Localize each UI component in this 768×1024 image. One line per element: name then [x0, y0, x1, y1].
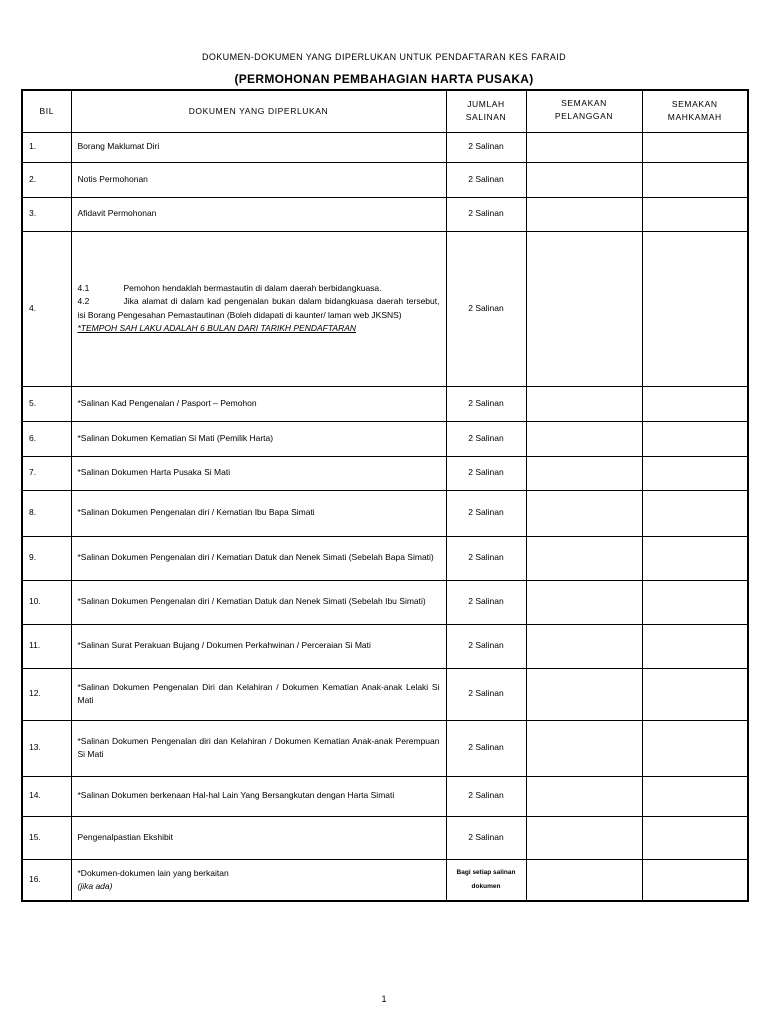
row-document: *Salinan Dokumen Pengenalan diri / Kematian Datuk dan Nenek Simati (Sebelah Bapa Simati): [71, 536, 446, 580]
table-row: [22, 456, 748, 490]
row-document: *Salinan Dokumen Kematian Si Mati (Pemilik Harta): [71, 421, 446, 456]
row-document: [71, 859, 446, 901]
document-title: DOKUMEN-DOKUMEN YANG DIPERLUKAN UNTUK PENDAFTARAN KES FARAID: [201, 52, 567, 62]
table-header-row: [22, 90, 748, 132]
row-number: 4.: [22, 231, 71, 386]
header-court-check-line2: MAHKAMAH: [667, 112, 722, 123]
row-document-extra: (jika ada): [77, 880, 113, 891]
row-court-check-cell[interactable]: [642, 624, 748, 668]
sub-item-number: 4.2: [77, 296, 90, 307]
table-row: [22, 132, 748, 162]
row-document: *Salinan Dokumen Harta Pusaka Si Mati: [71, 456, 446, 490]
header-copies-line2: SALINAN: [465, 112, 507, 123]
row-court-check-cell[interactable]: [642, 386, 748, 421]
row-customer-check-cell[interactable]: [526, 132, 642, 162]
row-copies: 2 Salinan: [446, 197, 526, 231]
row-number: 9.: [22, 536, 71, 580]
row-copies: 2 Salinan: [446, 490, 526, 536]
table-row: [22, 668, 748, 720]
row-copies: 2 Salinan: [446, 776, 526, 816]
row-number: 12.: [22, 668, 71, 720]
row-customer-check-cell[interactable]: [526, 386, 642, 421]
row-court-check-cell[interactable]: [642, 231, 748, 386]
table-row: [22, 421, 748, 456]
document-subtitle: (PERMOHONAN PEMBAHAGIAN HARTA PUSAKA): [234, 72, 534, 86]
row-copies: 2 Salinan: [446, 386, 526, 421]
table-row: [22, 859, 748, 901]
row-court-check-cell[interactable]: [642, 162, 748, 197]
row-customer-check-cell[interactable]: [526, 162, 642, 197]
row-number: 15.: [22, 816, 71, 859]
row-court-check-cell[interactable]: [642, 197, 748, 231]
row-court-check-cell[interactable]: [642, 776, 748, 816]
row-customer-check-cell[interactable]: [526, 456, 642, 490]
sub-item-text: Pemohon hendaklah bermastautin di dalam daerah berbidangkuasa.: [123, 283, 382, 294]
row-document: *Salinan Surat Perakuan Bujang / Dokumen Perkahwinan / Perceraian Si Mati: [71, 624, 446, 668]
row-customer-check-cell[interactable]: [526, 816, 642, 859]
row-document: *Salinan Kad Pengenalan / Pasport – Pemohon: [71, 386, 446, 421]
row-copies: [446, 859, 526, 901]
row-court-check-cell[interactable]: [642, 720, 748, 776]
row-court-check-cell[interactable]: [642, 816, 748, 859]
sub-item-text: Jika alamat di dalam kad pengenalan bukan dalam bidangkuasa daerah tersebut, isi Borang Pengesahan Pemastautinan (Boleh didapati di kaunter/ laman web JKSNS): [77, 296, 440, 320]
row-number: 11.: [22, 624, 71, 668]
row-copies: 2 Salinan: [446, 536, 526, 580]
row-document: *Salinan Dokumen Pengenalan diri / Kematian Ibu Bapa Simati: [71, 490, 446, 536]
row-customer-check-cell[interactable]: [526, 720, 642, 776]
row-court-check-cell[interactable]: [642, 668, 748, 720]
row-document: Afidavit Permohonan: [71, 197, 446, 231]
page-number: 1: [381, 994, 387, 1004]
row-customer-check-cell[interactable]: [526, 580, 642, 624]
table-row: [22, 197, 748, 231]
row-document: *Salinan Dokumen berkenaan Hal-hal Lain Yang Bersangkutan dengan Harta Simati: [71, 776, 446, 816]
row-customer-check-cell[interactable]: [526, 421, 642, 456]
row-document: [71, 231, 446, 386]
row-court-check-cell[interactable]: [642, 536, 748, 580]
table-row: [22, 490, 748, 536]
validity-note: *TEMPOH SAH LAKU ADALAH 6 BULAN DARI TARIKH PENDAFTARAN: [77, 322, 357, 333]
row-court-check-cell[interactable]: [642, 490, 748, 536]
row-customer-check-cell[interactable]: [526, 668, 642, 720]
table-row: [22, 536, 748, 580]
row-number: 7.: [22, 456, 71, 490]
row-copies: 2 Salinan: [446, 231, 526, 386]
sub-item-number: 4.1: [77, 283, 90, 294]
row-document-text: *Dokumen-dokumen lain yang berkaitan: [77, 867, 229, 878]
row-copies: 2 Salinan: [446, 720, 526, 776]
row-number: 14.: [22, 776, 71, 816]
header-customer-check: SEMAKAN PELANGGAN: [526, 90, 642, 132]
row-document: Pengenalpastian Ekshibit: [71, 816, 446, 859]
header-copies-line1: JUMLAH: [467, 99, 505, 110]
row-document: *Salinan Dokumen Pengenalan diri dan Kelahiran / Dokumen Kematian Anak-anak Perempuan Si Mati: [71, 720, 446, 776]
header-documents: DOKUMEN YANG DIPERLUKAN: [71, 90, 446, 132]
row-copies: 2 Salinan: [446, 132, 526, 162]
row-copies-line1: Bagi setiap salinan: [456, 869, 516, 877]
row-copies: 2 Salinan: [446, 624, 526, 668]
row-court-check-cell[interactable]: [642, 859, 748, 901]
header-bil: BIL: [22, 90, 71, 132]
row-copies: 2 Salinan: [446, 162, 526, 197]
row-number: 8.: [22, 490, 71, 536]
row-customer-check-cell[interactable]: [526, 859, 642, 901]
table-row: [22, 162, 748, 197]
row-document: Notis Permohonan: [71, 162, 446, 197]
row-document: *Salinan Dokumen Pengenalan diri / Kematian Datuk dan Nenek Simati (Sebelah Ibu Simati): [71, 580, 446, 624]
row-number: 2.: [22, 162, 71, 197]
row-number: 5.: [22, 386, 71, 421]
row-copies: 2 Salinan: [446, 816, 526, 859]
row-court-check-cell[interactable]: [642, 421, 748, 456]
row-court-check-cell[interactable]: [642, 132, 748, 162]
row-copies: 2 Salinan: [446, 456, 526, 490]
row-number: 6.: [22, 421, 71, 456]
row-copies-line2: dokumen: [471, 882, 501, 890]
row-customer-check-cell[interactable]: [526, 490, 642, 536]
table-row: [22, 624, 748, 668]
row-number: 16.: [22, 859, 71, 901]
row-customer-check-cell[interactable]: [526, 231, 642, 386]
row-document: *Salinan Dokumen Pengenalan Diri dan Kelahiran / Dokumen Kematian Anak-anak Lelaki Si Mati: [71, 668, 446, 720]
row-customer-check-cell[interactable]: [526, 536, 642, 580]
row-number: 10.: [22, 580, 71, 624]
row-court-check-cell[interactable]: [642, 580, 748, 624]
table-row: [22, 720, 748, 776]
row-customer-check-cell[interactable]: [526, 197, 642, 231]
row-number: 3.: [22, 197, 71, 231]
row-customer-check-cell[interactable]: [526, 624, 642, 668]
row-copies: 2 Salinan: [446, 580, 526, 624]
row-number: 13.: [22, 720, 71, 776]
documents-table: [21, 89, 749, 902]
sub-item-4-2: [78, 295, 440, 321]
sub-item-4-1: [78, 282, 440, 295]
header-copies: [446, 90, 526, 132]
table-row: [22, 231, 748, 386]
row-customer-check-cell[interactable]: [526, 776, 642, 816]
table-row: [22, 386, 748, 421]
table-row: [22, 776, 748, 816]
row-copies: 2 Salinan: [446, 421, 526, 456]
row-document: Borang Maklumat Diri: [71, 132, 446, 162]
row-copies: 2 Salinan: [446, 668, 526, 720]
row-number: 1.: [22, 132, 71, 162]
row-court-check-cell[interactable]: [642, 456, 748, 490]
header-court-check: [642, 90, 748, 132]
table-row: [22, 580, 748, 624]
header-court-check-line1: SEMAKAN: [671, 99, 718, 110]
table-row: [22, 816, 748, 859]
